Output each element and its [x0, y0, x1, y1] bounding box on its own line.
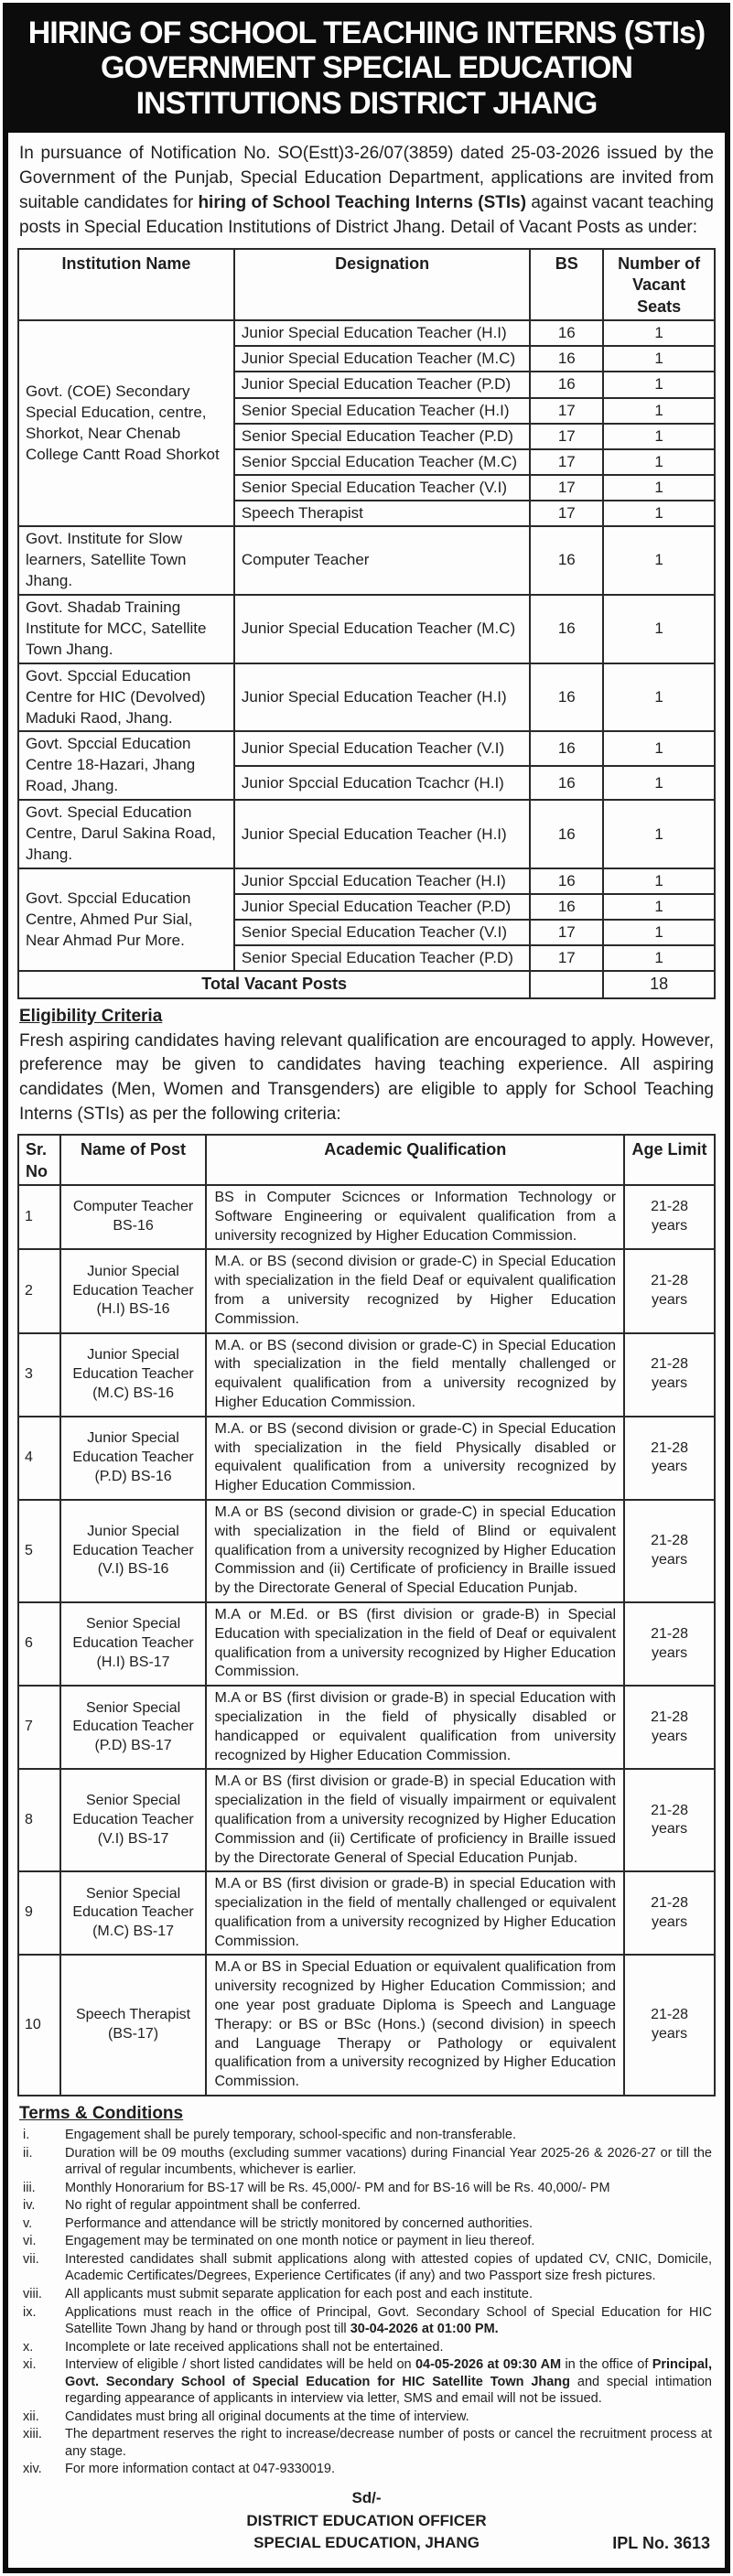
seats-cell: 1 — [603, 346, 715, 372]
intro-paragraph — [19, 142, 714, 241]
qualification-cell: M.A. or BS (second division or grade-C) in Special Education with specialization in the field Physically disabled or equivalent qualification from a university recognized by Higher Education Commission. — [206, 1417, 624, 1500]
seats-cell: 1 — [603, 766, 715, 800]
designation-cell: Computer Teacher — [234, 526, 530, 595]
designation-cell: Senior Spccial Education Teacher (M.C) — [234, 449, 530, 475]
term-segment: Applications must reach in the office of Principal, Govt. Secondary School of Special Education for HIC Satellite Town Jhang by hand or through post till — [65, 2304, 712, 2337]
age-cell: 21-28 years — [624, 1185, 715, 1249]
term-number: vi. — [23, 2234, 37, 2249]
advertisement — [3, 3, 730, 2573]
criteria-body — [18, 1185, 715, 2096]
seats-cell: 1 — [603, 920, 715, 945]
criteria-header-row — [18, 1135, 715, 1185]
seats-cell: 1 — [603, 894, 715, 920]
term-segment: Candidates must bring all original documents at the time of interview. — [65, 2409, 469, 2424]
vacant-posts-table — [17, 248, 716, 999]
term-text — [65, 2215, 714, 2233]
term-text — [65, 2127, 714, 2144]
age-cell: 21-28 years — [624, 1602, 715, 1686]
terms-item — [19, 2339, 714, 2356]
terms-item — [19, 2233, 714, 2250]
criteria-row — [18, 1955, 715, 2096]
header-name-of-post: Name of Post — [60, 1135, 207, 1185]
institution-cell: Govt. Spccial Education Centre, Ahmed Pur Sial, Near Ahmad Pur More. — [18, 868, 234, 971]
seats-cell: 1 — [603, 595, 715, 663]
term-text — [65, 2339, 714, 2356]
sr-cell: 5 — [18, 1500, 60, 1602]
term-number: xiii. — [23, 2427, 42, 2442]
criteria-row — [18, 1417, 715, 1500]
header-institution-name: Institution Name — [18, 249, 234, 320]
institution-cell: Govt. Institute for Slow learners, Satellite Town Jhang. — [18, 526, 234, 595]
term-text — [65, 2145, 714, 2179]
term-text — [65, 2304, 714, 2338]
term-segment: Engagement may be terminated on one month notice or payment in lieu thereof. — [65, 2234, 535, 2249]
bs-cell: 17 — [530, 501, 603, 526]
sr-cell: 3 — [18, 1333, 60, 1417]
post-cell: Senior Special Education Teacher (V.I) BS-17 — [60, 1769, 207, 1871]
title-banner — [8, 8, 725, 133]
terms-item — [19, 2461, 714, 2478]
bs-cell: 16 — [530, 894, 603, 920]
term-segment: All applicants must submit separate application for each post and each institute. — [65, 2286, 534, 2301]
terms-item — [19, 2426, 714, 2460]
seats-cell: 1 — [603, 731, 715, 765]
term-number: x. — [23, 2339, 34, 2355]
terms-item — [19, 2215, 714, 2233]
designation-cell: Junior Spccial Education Tcachcr (H.I) — [234, 766, 530, 800]
term-segment: The department reserves the right to increase/decrease number of posts or cancel the recruitment process at any stage. — [65, 2427, 712, 2459]
vacancy-row — [18, 595, 715, 663]
term-text — [65, 2197, 714, 2215]
bs-cell: 16 — [530, 766, 603, 800]
bs-cell: 16 — [530, 868, 603, 894]
qualification-cell: M.A. or BS (second division or grade-C) in Special Education with specialization in the field mentally challenged or equivalent qualification from a university recognized by Higher Education Commission. — [206, 1333, 624, 1417]
designation-cell: Junior Special Education Teacher (M.C) — [234, 346, 530, 372]
term-bold-segment: 30-04-2026 at 01:00 PM. — [350, 2322, 499, 2337]
post-cell: Speech Therapist (BS-17) — [60, 1955, 207, 2096]
vacancy-row — [18, 320, 715, 346]
seats-cell: 1 — [603, 663, 715, 732]
post-cell: Junior Special Education Teacher (M.C) BS-16 — [60, 1333, 207, 1417]
terms-item — [19, 2286, 714, 2303]
designation-cell: Junior Special Education Teacher (M.C) — [234, 595, 530, 663]
vacancy-row — [18, 868, 715, 894]
terms-item — [19, 2251, 714, 2285]
post-cell: Junior Special Education Teacher (V.I) BS-16 — [60, 1500, 207, 1602]
signature-block — [17, 2487, 716, 2555]
designation-cell: Junior Special Education Teacher (P.D) — [234, 372, 530, 397]
sr-cell: 2 — [18, 1249, 60, 1332]
vacancy-row — [18, 731, 715, 765]
sd-label: Sd/- — [351, 2489, 382, 2506]
designation-cell: Senior Special Education Teacher (V.I) — [234, 475, 530, 501]
terms-item — [19, 2197, 714, 2215]
vacant-posts-header-row — [18, 249, 715, 320]
eligibility-text: Fresh aspiring candidates having relevant qualification are encouraged to apply. However, preference may be given to candidates having teaching experience. All aspiring candidates (Men, Women and Transgenders) are eligible to apply for School Teaching Interns (STIs) as per the following criteria: — [19, 1030, 714, 1124]
post-cell: Computer Teacher BS-16 — [60, 1185, 207, 1249]
designation-cell: Senior Special Education Teacher (H.I) — [234, 398, 530, 424]
term-segment: Engagement shall be purely temporary, school-specific and non-transferable. — [65, 2128, 516, 2143]
bs-cell: 16 — [530, 800, 603, 868]
term-segment: Duration will be 09 mouths (excluding summer vacations) during Financial Year 2025-26 & 2026-27 or till the arrival of regular incumbents, whichever is earlier. — [65, 2145, 712, 2178]
bs-cell: 16 — [530, 320, 603, 346]
term-number: i. — [23, 2128, 30, 2143]
term-segment: For more information contact at 047-9330019. — [65, 2462, 335, 2477]
criteria-row — [18, 1769, 715, 1871]
term-text — [65, 2426, 714, 2460]
bs-cell: 16 — [530, 346, 603, 372]
sr-cell: 7 — [18, 1686, 60, 1769]
age-cell: 21-28 years — [624, 1769, 715, 1871]
bs-cell: 16 — [530, 731, 603, 765]
sr-cell: 1 — [18, 1185, 60, 1249]
bs-cell: 16 — [530, 595, 603, 663]
term-text — [65, 2461, 714, 2478]
post-cell: Senior Special Education Teacher (M.C) BS-17 — [60, 1871, 207, 1955]
criteria-row — [18, 1500, 715, 1602]
header-sr-no: Sr. No — [18, 1135, 60, 1185]
institution-cell: Govt. Spccial Education Centre for HIC (Devolved) Maduki Raod, Jhang. — [18, 663, 234, 732]
vacant-posts-body — [18, 320, 715, 998]
bs-cell: 17 — [530, 449, 603, 475]
seats-cell: 1 — [603, 449, 715, 475]
footer — [17, 2487, 716, 2559]
qualification-cell: M.A or BS (first division or grade-B) in special Education with specialization in the field of physically disabled or handicapped or equivalent qualification from university recognized by Higher Education Commission. — [206, 1686, 624, 1769]
term-segment: Interview of eligible / short listed candidates will be held on — [65, 2357, 415, 2373]
age-cell: 21-28 years — [624, 1333, 715, 1417]
seats-cell: 1 — [603, 475, 715, 501]
header-age-limit: Age Limit — [624, 1135, 715, 1185]
age-cell: 21-28 years — [624, 1955, 715, 2096]
qualification-cell: BS in Computer Scicnces or Information Technology or Software Engineering or equivalent qualification from a university recognized by Higher Education Commission. — [206, 1185, 624, 1249]
seats-cell: 1 — [603, 526, 715, 595]
header-bs: BS — [530, 249, 603, 320]
intro-text-lead: In pursuance of Notification No. SO(Estt)3-26/07(3859) dated 25-03-2026 issued by the Government of the Punjab, Special Education Department, applications are invited from suitable candidates for — [19, 144, 714, 213]
designation-cell: Junior Special Education Teacher (V.I) — [234, 731, 530, 765]
terms-item — [19, 2145, 714, 2179]
term-text — [65, 2286, 714, 2303]
term-segment: in the office of — [561, 2357, 652, 2373]
designation-cell: Senior Special Education Teacher (P.D) — [234, 424, 530, 449]
term-number: iii. — [23, 2180, 36, 2195]
ad-body — [8, 133, 725, 2568]
total-bs-cell — [530, 971, 603, 997]
terms-item — [19, 2409, 714, 2426]
institution-cell: Govt. (COE) Secondary Special Education, centre, Shorkot, Near Chenab College Cantt Road Shorkot — [18, 320, 234, 526]
total-row — [18, 971, 715, 997]
term-segment: Performance and attendance will be strictly monitored by concerned authorities. — [65, 2215, 533, 2231]
term-text — [65, 2409, 714, 2426]
officer-title: DISTRICT EDUCATION OFFICER — [246, 2511, 487, 2529]
term-segment: No right of regular appointment shall be conferred. — [65, 2198, 361, 2214]
eligibility-heading: Eligibility Criteria — [19, 1006, 163, 1026]
term-segment: Interested candidates shall submit applications along with attested copies of updated CV, CNIC, Domicile, Academic Certificates/Degrees, Experience Certificates (if any) and two Passport size fresh pictures. — [65, 2251, 712, 2284]
designation-cell: Junior Special Education Teacher (H.I) — [234, 800, 530, 868]
age-cell: 21-28 years — [624, 1871, 715, 1955]
bs-cell: 17 — [530, 475, 603, 501]
seats-cell: 1 — [603, 501, 715, 526]
seats-cell: 1 — [603, 868, 715, 894]
term-number: viii. — [23, 2286, 42, 2301]
seats-cell: 1 — [603, 372, 715, 397]
designation-cell: Junior Special Education Teacher (P.D) — [234, 894, 530, 920]
designation-cell: Junior Special Education Teacher (H.I) — [234, 320, 530, 346]
term-bold-segment: 04-05-2026 at 09:30 AM — [415, 2357, 562, 2373]
ad-title-line-1: HIRING OF SCHOOL TEACHING INTERNS (STIs) — [27, 16, 706, 50]
term-number: ix. — [23, 2304, 37, 2320]
term-number: ii. — [23, 2145, 33, 2161]
ad-title-line-2: GOVERNMENT SPECIAL EDUCATION — [101, 50, 632, 86]
seats-cell: 1 — [603, 945, 715, 971]
vacancy-row — [18, 663, 715, 732]
sr-cell: 6 — [18, 1602, 60, 1686]
total-value-cell: 18 — [603, 971, 715, 997]
term-segment: Incomplete or late received applications shall not be entertained. — [65, 2339, 444, 2355]
designation-cell: Junior Special Education Teacher (H.I) — [234, 663, 530, 732]
criteria-row — [18, 1871, 715, 1955]
term-text — [65, 2356, 714, 2408]
criteria-row — [18, 1602, 715, 1686]
bs-cell: 17 — [530, 945, 603, 971]
post-cell: Junior Special Education Teacher (P.D) BS-16 — [60, 1417, 207, 1500]
terms-item — [19, 2304, 714, 2338]
age-cell: 21-28 years — [624, 1249, 715, 1332]
qualification-cell: M.A or BS (first division or grade-B) in special Education with specialization in the field of visually impairment or equivalent qualification from a university recognized by Higher Education Commission and (ii) Certificate of proficiency in Braille issued by the Directorate General of Special Education Punjab. — [206, 1769, 624, 1871]
post-cell: Junior Special Education Teacher (H.I) BS-16 — [60, 1249, 207, 1332]
post-cell: Senior Special Education Teacher (H.I) BS-17 — [60, 1602, 207, 1686]
term-number: xi. — [23, 2357, 37, 2373]
bs-cell: 17 — [530, 920, 603, 945]
intro-text-tail: against vacant teaching posts in Special Education Institutions of District Jhang. Detail of Vacant Posts as under: — [19, 193, 714, 238]
header-vacant-seats: Number of Vacant Seats — [603, 249, 715, 320]
designation-cell: Junior Spccial Education Teacher (H.I) — [234, 868, 530, 894]
seats-cell: 1 — [603, 424, 715, 449]
sr-cell: 10 — [18, 1955, 60, 2096]
intro-bold-phrase: hiring of School Teaching Interns (STIs) — [198, 193, 527, 213]
term-text — [65, 2180, 714, 2197]
terms-list — [19, 2127, 714, 2478]
term-number: vii. — [23, 2251, 39, 2267]
bs-cell: 17 — [530, 398, 603, 424]
ipl-number: IPL No. 3613 — [612, 2533, 710, 2552]
vacancy-row — [18, 526, 715, 595]
institution-cell: Govt. Shadab Training Institute for MCC, Satellite Town Jhang. — [18, 595, 234, 663]
qualification-cell: M.A. or BS (second division or grade-C) in Special Education with specialization in the field Deaf or equivalent qualification from a university recognized by Higher Education Commission. — [206, 1249, 624, 1332]
age-cell: 21-28 years — [624, 1500, 715, 1602]
term-number: xii. — [23, 2409, 39, 2424]
seats-cell: 1 — [603, 320, 715, 346]
term-number: v. — [23, 2215, 33, 2231]
term-text — [65, 2251, 714, 2285]
term-number: xiv. — [23, 2462, 42, 2477]
criteria-row — [18, 1249, 715, 1332]
bs-cell: 16 — [530, 663, 603, 732]
seats-cell: 1 — [603, 800, 715, 868]
designation-cell: Speech Therapist — [234, 501, 530, 526]
terms-item — [19, 2127, 714, 2144]
term-segment: Monthly Honorarium for BS-17 will be Rs. 45,000/- PM and for BS-16 will be Rs. 40,000/- PM — [65, 2180, 610, 2195]
criteria-table — [17, 1134, 716, 2096]
sr-cell: 4 — [18, 1417, 60, 1500]
bs-cell: 16 — [530, 526, 603, 595]
qualification-cell: M.A or BS (second division or grade-C) in special Education with specialization in the field of Blind or equivalent qualification from a university recognized by Higher Education Commission and (ii) Certificate of proficiency in Braille issued by the Directorate General of Special Education Punjab. — [206, 1500, 624, 1602]
header-academic-qualification: Academic Qualification — [206, 1135, 624, 1185]
qualification-cell: M.A or BS (first division or grade-B) in special Education with specialization in the field of mentally challenged or equivalent qualification from a university recognized by Higher Education Commission. — [206, 1871, 624, 1955]
sr-cell: 9 — [18, 1871, 60, 1955]
institution-cell: Govt. Special Education Centre, Darul Sakina Road, Jhang. — [18, 800, 234, 868]
age-cell: 21-28 years — [624, 1417, 715, 1500]
sr-cell: 8 — [18, 1769, 60, 1871]
terms-item — [19, 2180, 714, 2197]
post-cell: Senior Special Education Teacher (P.D) BS-17 — [60, 1686, 207, 1769]
designation-cell: Senior Special Education Teacher (P.D) — [234, 945, 530, 971]
header-designation: Designation — [234, 249, 530, 320]
vacancy-row — [18, 800, 715, 868]
department-title: SPECIAL EDUCATION, JHANG — [253, 2534, 480, 2552]
designation-cell: Senior Special Education Teacher (V.I) — [234, 920, 530, 945]
total-label-cell: Total Vacant Posts — [18, 971, 530, 997]
term-segment: and special intimation regarding appearance of applicants in interview via letter, SMS and email will not be issued. — [65, 2374, 712, 2407]
bs-cell: 17 — [530, 424, 603, 449]
terms-heading: Terms & Conditions — [19, 2104, 184, 2124]
term-bold-segment: Principal, Govt. Secondary School of Special Education for HIC Satellite Town Jhang — [65, 2357, 712, 2389]
bs-cell: 16 — [530, 372, 603, 397]
qualification-cell: M.A or M.Ed. or BS (first division or grade-B) in Special Education with specialization in the field of Deaf or equivalent qualification from a university recognized by Higher Education Commission. — [206, 1602, 624, 1686]
criteria-row — [18, 1686, 715, 1769]
term-number: iv. — [23, 2198, 36, 2214]
criteria-row — [18, 1333, 715, 1417]
qualification-cell: M.A or BS in Special Eduation or equivalent qualification from university recognized by Higher Education Commission; and one year post graduate Diploma is Speech and Language Therapy: or BS or BSc (Hons.) (second division) in speech and Language Therapy or Pathology or equivalent qualification from a university recognized by Higher Education Commission. — [206, 1955, 624, 2096]
terms-item — [19, 2356, 714, 2408]
seats-cell: 1 — [603, 398, 715, 424]
ad-title-line-3: INSTITUTIONS DISTRICT JHANG — [135, 85, 598, 121]
criteria-row — [18, 1185, 715, 1249]
institution-cell: Govt. Spccial Education Centre 18-Hazari, Jhang Road, Jhang. — [18, 731, 234, 800]
age-cell: 21-28 years — [624, 1686, 715, 1769]
term-text — [65, 2233, 714, 2250]
